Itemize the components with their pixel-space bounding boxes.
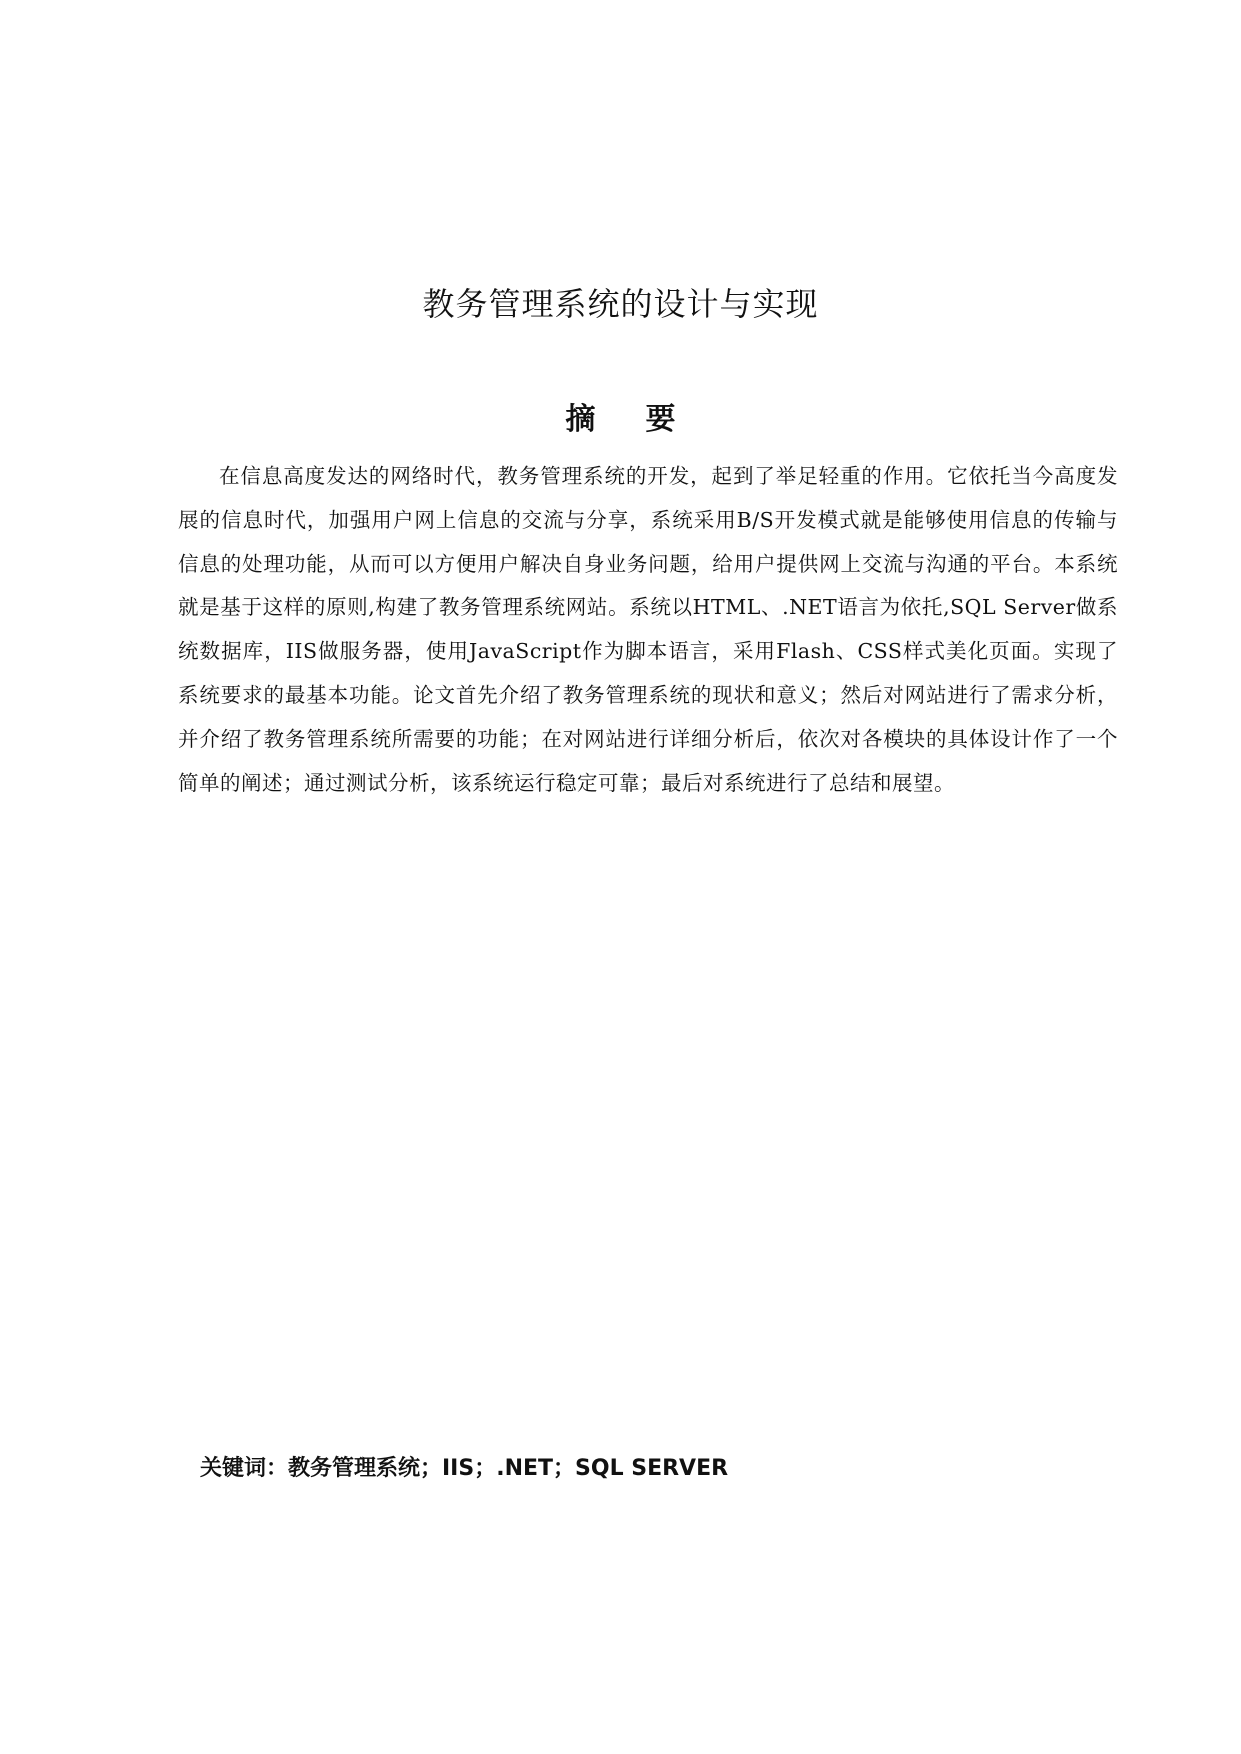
keywords-line: 关键词：教务管理系统；IIS；.NET；SQL SERVER [200,1456,729,1481]
abstract-heading: 摘要 [565,402,726,437]
paper-title: 教务管理系统的设计与实现 [422,285,819,323]
abstract-body: 在信息高度发达的网络时代，教务管理系统的开发，起到了举足轻重的作用。它依托当今高度发展的信息时代，加强用户网上信息的交流与分享，系统采用B/S开发模式就是能够使用信息的传输与信息的处理功能，从而可以方便用户解决自身业务问题，给用户提供网上交流与沟通的平台。本系统就是基于这样的原则,构建了教务管理系统网站。系统以HTML、.NET语言为依托,SQL Server做系统数据库，IIS做服务器，使用JavaScript作为脚本语言，采用Flash、CSS样式美化页面。实现了系统要求的最基本功能。论文首先介绍了教务管理系统的现状和意义；然后对网站进行了需求分析，并介绍了教务管理系统所需要的功能；在对网站进行详细分析后，依次对各模块的具体设计作了一个简单的阐述；通过测试分析，该系统运行稳定可靠；最后对系统进行了总结和展望。 [178,464,1118,795]
